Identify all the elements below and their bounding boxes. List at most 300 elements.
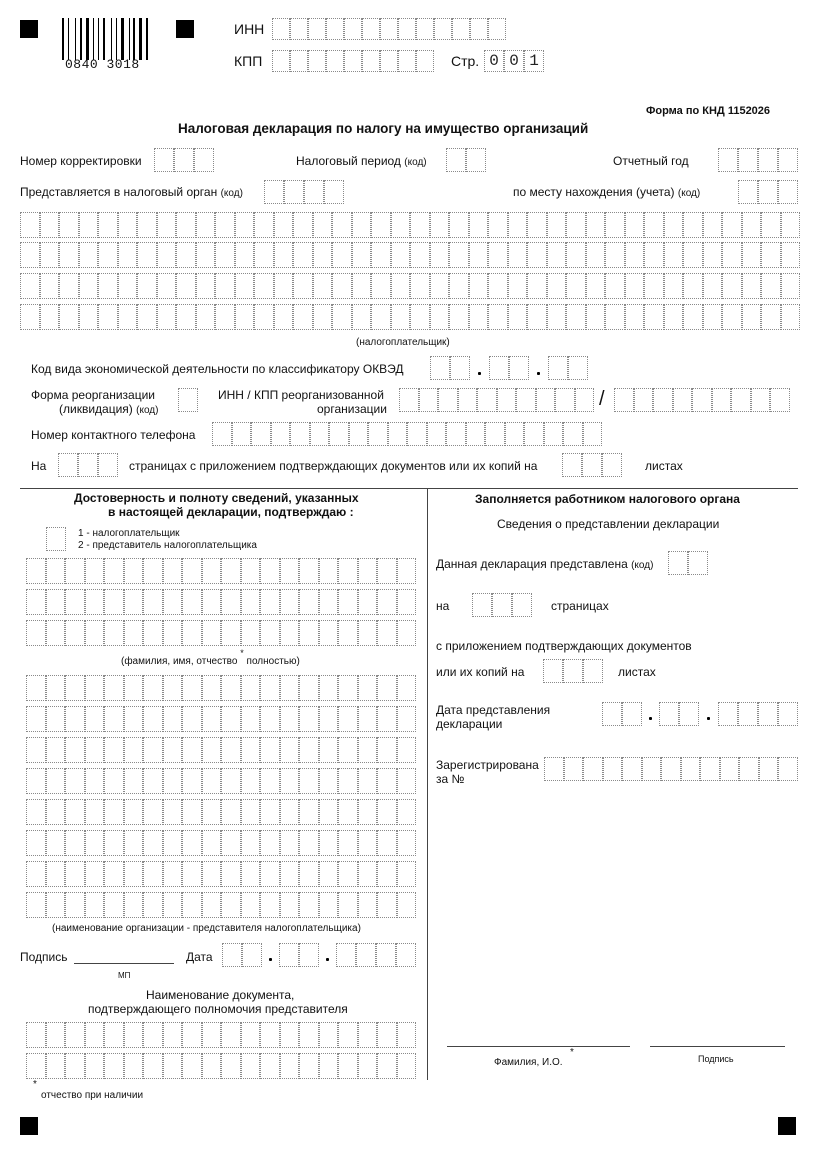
- input-cell[interactable]: [326, 50, 344, 72]
- input-cell[interactable]: [524, 422, 544, 446]
- input-cell[interactable]: [176, 304, 196, 330]
- input-cell[interactable]: [319, 558, 339, 584]
- input-cell[interactable]: [235, 212, 255, 238]
- input-cell[interactable]: [85, 861, 105, 887]
- input-cell[interactable]: [332, 212, 352, 238]
- input-cell[interactable]: [85, 589, 105, 615]
- input-cell[interactable]: [124, 558, 144, 584]
- input-cell[interactable]: [664, 212, 684, 238]
- input-cell[interactable]: [352, 212, 372, 238]
- input-cell[interactable]: [65, 861, 85, 887]
- input-cell[interactable]: [605, 212, 625, 238]
- input-cell[interactable]: [104, 589, 124, 615]
- taxpayer-name-row[interactable]: [20, 242, 800, 268]
- sign-date-year[interactable]: [336, 943, 416, 967]
- input-cell[interactable]: [603, 757, 623, 781]
- input-cell[interactable]: [582, 453, 602, 477]
- input-cell[interactable]: [470, 18, 488, 40]
- input-cell[interactable]: [260, 589, 280, 615]
- input-cell[interactable]: [352, 304, 372, 330]
- fio-row[interactable]: [26, 589, 416, 615]
- input-cell[interactable]: [271, 422, 291, 446]
- input-cell[interactable]: [399, 388, 419, 412]
- input-cell[interactable]: [722, 212, 742, 238]
- input-cell[interactable]: [182, 558, 202, 584]
- input-cell[interactable]: [319, 768, 339, 794]
- input-cell[interactable]: [492, 593, 512, 617]
- input-cell[interactable]: [778, 148, 798, 172]
- input-cell[interactable]: [98, 273, 118, 299]
- input-cell[interactable]: [221, 675, 241, 701]
- input-cell[interactable]: [290, 422, 310, 446]
- input-cell[interactable]: [562, 453, 582, 477]
- input-cell[interactable]: [299, 737, 319, 763]
- input-cell[interactable]: [338, 1053, 358, 1079]
- input-cell[interactable]: [163, 830, 183, 856]
- input-cell[interactable]: [143, 1022, 163, 1048]
- input-cell[interactable]: [397, 1022, 417, 1048]
- input-cell[interactable]: [26, 1022, 46, 1048]
- input-cell[interactable]: [397, 768, 417, 794]
- location-field[interactable]: [738, 180, 798, 204]
- input-cell[interactable]: [377, 861, 397, 887]
- input-cell[interactable]: [124, 861, 144, 887]
- input-cell[interactable]: [319, 861, 339, 887]
- input-cell[interactable]: [143, 620, 163, 646]
- input-cell[interactable]: [241, 675, 261, 701]
- input-cell[interactable]: [397, 706, 417, 732]
- input-cell[interactable]: [98, 304, 118, 330]
- input-cell[interactable]: [602, 453, 622, 477]
- input-cell[interactable]: [46, 830, 66, 856]
- input-cell[interactable]: [124, 768, 144, 794]
- input-cell[interactable]: [659, 702, 679, 726]
- input-cell[interactable]: [310, 422, 330, 446]
- input-cell[interactable]: [527, 273, 547, 299]
- input-cell[interactable]: [398, 18, 416, 40]
- input-cell[interactable]: [124, 799, 144, 825]
- input-cell[interactable]: [319, 830, 339, 856]
- input-cell[interactable]: [280, 1022, 300, 1048]
- input-cell[interactable]: [280, 675, 300, 701]
- input-cell[interactable]: [488, 273, 508, 299]
- input-cell[interactable]: [430, 356, 450, 380]
- input-cell[interactable]: [362, 50, 380, 72]
- input-cell[interactable]: [391, 242, 411, 268]
- input-cell[interactable]: [377, 558, 397, 584]
- input-cell[interactable]: [124, 589, 144, 615]
- office-pages-field[interactable]: [472, 593, 532, 617]
- input-cell[interactable]: [104, 1022, 124, 1048]
- input-cell[interactable]: [279, 943, 299, 967]
- input-cell[interactable]: [664, 273, 684, 299]
- input-cell[interactable]: [26, 768, 46, 794]
- input-cell[interactable]: [46, 1053, 66, 1079]
- input-cell[interactable]: [466, 148, 486, 172]
- input-cell[interactable]: [416, 18, 434, 40]
- authority-field[interactable]: [264, 180, 344, 204]
- input-cell[interactable]: [338, 768, 358, 794]
- input-cell[interactable]: [290, 18, 308, 40]
- input-cell[interactable]: [46, 706, 66, 732]
- input-cell[interactable]: [313, 242, 333, 268]
- input-cell[interactable]: [586, 242, 606, 268]
- input-cell[interactable]: [182, 589, 202, 615]
- input-cell[interactable]: [280, 1053, 300, 1079]
- input-cell[interactable]: [449, 212, 469, 238]
- fio-row[interactable]: [26, 558, 416, 584]
- input-cell[interactable]: [308, 18, 326, 40]
- org-row[interactable]: [26, 892, 416, 918]
- input-cell[interactable]: [104, 675, 124, 701]
- input-cell[interactable]: [477, 388, 497, 412]
- input-cell[interactable]: [260, 768, 280, 794]
- input-cell[interactable]: [176, 242, 196, 268]
- input-cell[interactable]: [85, 768, 105, 794]
- input-cell[interactable]: [332, 304, 352, 330]
- input-cell[interactable]: [653, 388, 673, 412]
- input-cell[interactable]: [358, 1022, 378, 1048]
- input-cell[interactable]: [241, 892, 261, 918]
- input-cell[interactable]: [742, 304, 762, 330]
- year-field[interactable]: [718, 148, 798, 172]
- input-cell[interactable]: [241, 861, 261, 887]
- registration-number-field[interactable]: [544, 757, 798, 781]
- input-cell[interactable]: [65, 1053, 85, 1079]
- input-cell[interactable]: [260, 620, 280, 646]
- input-cell[interactable]: [241, 706, 261, 732]
- input-cell[interactable]: [85, 830, 105, 856]
- input-cell[interactable]: [377, 799, 397, 825]
- input-cell[interactable]: [157, 242, 177, 268]
- input-cell[interactable]: [527, 242, 547, 268]
- input-cell[interactable]: [202, 830, 222, 856]
- input-cell[interactable]: [104, 799, 124, 825]
- input-cell[interactable]: [124, 706, 144, 732]
- input-cell[interactable]: [26, 675, 46, 701]
- input-cell[interactable]: [544, 422, 564, 446]
- input-cell[interactable]: [143, 675, 163, 701]
- input-cell[interactable]: [154, 148, 174, 172]
- input-cell[interactable]: [778, 757, 798, 781]
- input-cell[interactable]: [124, 675, 144, 701]
- input-cell[interactable]: [235, 242, 255, 268]
- input-cell[interactable]: [124, 737, 144, 763]
- input-cell[interactable]: [329, 422, 349, 446]
- input-cell[interactable]: [664, 242, 684, 268]
- input-cell[interactable]: [738, 148, 758, 172]
- input-cell[interactable]: [358, 830, 378, 856]
- input-cell[interactable]: [124, 620, 144, 646]
- input-cell[interactable]: [260, 1053, 280, 1079]
- input-cell[interactable]: [221, 892, 241, 918]
- input-cell[interactable]: [512, 593, 532, 617]
- input-cell[interactable]: [308, 50, 326, 72]
- input-cell[interactable]: [251, 422, 271, 446]
- input-cell[interactable]: [446, 422, 466, 446]
- input-cell[interactable]: [202, 1053, 222, 1079]
- input-cell[interactable]: [221, 558, 241, 584]
- input-cell[interactable]: [508, 242, 528, 268]
- input-cell[interactable]: [143, 737, 163, 763]
- input-cell[interactable]: [410, 304, 430, 330]
- input-cell[interactable]: [299, 589, 319, 615]
- input-cell[interactable]: [163, 620, 183, 646]
- input-cell[interactable]: [397, 892, 417, 918]
- input-cell[interactable]: [176, 212, 196, 238]
- input-cell[interactable]: [299, 558, 319, 584]
- input-cell[interactable]: [264, 180, 284, 204]
- input-cell[interactable]: [280, 892, 300, 918]
- input-cell[interactable]: [293, 212, 313, 238]
- input-cell[interactable]: [536, 388, 556, 412]
- input-cell[interactable]: [712, 388, 732, 412]
- input-cell[interactable]: [356, 943, 376, 967]
- input-cell[interactable]: [163, 706, 183, 732]
- correction-field[interactable]: [154, 148, 214, 172]
- input-cell[interactable]: [397, 675, 417, 701]
- input-cell[interactable]: [299, 1022, 319, 1048]
- input-cell[interactable]: [104, 768, 124, 794]
- input-cell[interactable]: [336, 943, 356, 967]
- input-cell[interactable]: [196, 304, 216, 330]
- input-cell[interactable]: [625, 273, 645, 299]
- input-cell[interactable]: [703, 304, 723, 330]
- input-cell[interactable]: [182, 830, 202, 856]
- input-cell[interactable]: [65, 830, 85, 856]
- input-cell[interactable]: [260, 1022, 280, 1048]
- input-cell[interactable]: [299, 768, 319, 794]
- input-cell[interactable]: [668, 551, 688, 575]
- org-row[interactable]: [26, 861, 416, 887]
- input-cell[interactable]: [235, 273, 255, 299]
- input-cell[interactable]: [26, 830, 46, 856]
- input-cell[interactable]: [280, 620, 300, 646]
- input-cell[interactable]: [722, 242, 742, 268]
- reorg-form-field[interactable]: [178, 388, 198, 412]
- input-cell[interactable]: [202, 589, 222, 615]
- input-cell[interactable]: [182, 799, 202, 825]
- input-cell[interactable]: [738, 180, 758, 204]
- input-cell[interactable]: [644, 304, 664, 330]
- input-cell[interactable]: [605, 304, 625, 330]
- input-cell[interactable]: [397, 589, 417, 615]
- input-cell[interactable]: [65, 589, 85, 615]
- input-cell[interactable]: [215, 212, 235, 238]
- input-cell[interactable]: [46, 589, 66, 615]
- input-cell[interactable]: [564, 757, 584, 781]
- input-cell[interactable]: [182, 892, 202, 918]
- officer-signature-line[interactable]: [650, 1046, 785, 1047]
- input-cell[interactable]: [377, 620, 397, 646]
- input-cell[interactable]: [299, 861, 319, 887]
- input-cell[interactable]: [40, 242, 60, 268]
- input-cell[interactable]: [157, 273, 177, 299]
- input-cell[interactable]: [358, 737, 378, 763]
- input-cell[interactable]: [202, 620, 222, 646]
- input-cell[interactable]: [458, 388, 478, 412]
- input-cell[interactable]: [758, 180, 778, 204]
- input-cell[interactable]: [469, 212, 489, 238]
- input-cell[interactable]: [703, 273, 723, 299]
- input-cell[interactable]: [280, 558, 300, 584]
- input-cell[interactable]: [59, 273, 79, 299]
- input-cell[interactable]: [352, 242, 372, 268]
- input-cell[interactable]: [280, 830, 300, 856]
- input-cell[interactable]: [182, 1053, 202, 1079]
- input-cell[interactable]: [182, 620, 202, 646]
- input-cell[interactable]: [488, 212, 508, 238]
- input-cell[interactable]: [688, 551, 708, 575]
- input-cell[interactable]: [586, 212, 606, 238]
- input-cell[interactable]: [85, 675, 105, 701]
- input-cell[interactable]: [65, 558, 85, 584]
- input-cell[interactable]: [398, 50, 416, 72]
- input-cell[interactable]: [137, 212, 157, 238]
- input-cell[interactable]: [260, 737, 280, 763]
- input-cell[interactable]: [358, 558, 378, 584]
- input-cell[interactable]: [313, 304, 333, 330]
- input-cell[interactable]: [202, 768, 222, 794]
- input-cell[interactable]: [742, 212, 762, 238]
- input-cell[interactable]: [274, 273, 294, 299]
- input-cell[interactable]: [683, 212, 703, 238]
- input-cell[interactable]: [358, 892, 378, 918]
- input-cell[interactable]: [377, 830, 397, 856]
- input-cell[interactable]: [215, 304, 235, 330]
- okved-field-3[interactable]: [548, 356, 588, 380]
- input-cell[interactable]: [202, 737, 222, 763]
- input-cell[interactable]: [338, 799, 358, 825]
- input-cell[interactable]: [555, 388, 575, 412]
- input-cell[interactable]: [778, 180, 798, 204]
- okved-field-2[interactable]: [489, 356, 529, 380]
- input-cell[interactable]: [59, 304, 79, 330]
- signature-line[interactable]: [74, 963, 174, 964]
- input-cell[interactable]: [143, 589, 163, 615]
- input-cell[interactable]: [163, 892, 183, 918]
- input-cell[interactable]: [338, 737, 358, 763]
- input-cell[interactable]: [221, 1022, 241, 1048]
- input-cell[interactable]: [104, 558, 124, 584]
- input-cell[interactable]: [182, 861, 202, 887]
- input-cell[interactable]: [547, 304, 567, 330]
- input-cell[interactable]: [85, 620, 105, 646]
- input-cell[interactable]: [319, 737, 339, 763]
- input-cell[interactable]: [65, 737, 85, 763]
- input-cell[interactable]: [241, 737, 261, 763]
- input-cell[interactable]: [377, 1022, 397, 1048]
- input-cell[interactable]: [575, 388, 595, 412]
- input-cell[interactable]: [751, 388, 771, 412]
- input-cell[interactable]: [163, 861, 183, 887]
- input-cell[interactable]: [566, 242, 586, 268]
- input-cell[interactable]: [642, 757, 662, 781]
- input-cell[interactable]: [605, 242, 625, 268]
- input-cell[interactable]: [397, 830, 417, 856]
- input-cell[interactable]: [319, 1053, 339, 1079]
- input-cell[interactable]: [377, 1053, 397, 1079]
- input-cell[interactable]: [299, 706, 319, 732]
- input-cell[interactable]: [26, 589, 46, 615]
- input-cell[interactable]: [98, 212, 118, 238]
- input-cell[interactable]: [26, 799, 46, 825]
- input-cell[interactable]: [527, 212, 547, 238]
- input-cell[interactable]: [377, 737, 397, 763]
- input-cell[interactable]: [430, 212, 450, 238]
- sign-date-month[interactable]: [279, 943, 319, 967]
- input-cell[interactable]: [104, 620, 124, 646]
- input-cell[interactable]: [397, 799, 417, 825]
- input-cell[interactable]: [371, 212, 391, 238]
- input-cell[interactable]: [410, 212, 430, 238]
- input-cell[interactable]: [430, 273, 450, 299]
- input-cell[interactable]: [280, 706, 300, 732]
- input-cell[interactable]: [583, 659, 603, 683]
- input-cell[interactable]: [46, 768, 66, 794]
- submission-date-year[interactable]: [718, 702, 798, 726]
- input-cell[interactable]: [221, 589, 241, 615]
- input-cell[interactable]: [452, 18, 470, 40]
- input-cell[interactable]: [622, 702, 642, 726]
- input-cell[interactable]: [488, 242, 508, 268]
- period-field[interactable]: [446, 148, 486, 172]
- input-cell[interactable]: [489, 356, 509, 380]
- input-cell[interactable]: [410, 242, 430, 268]
- input-cell[interactable]: [143, 799, 163, 825]
- input-cell[interactable]: [221, 799, 241, 825]
- submission-date-day[interactable]: [602, 702, 642, 726]
- officer-name-line[interactable]: [447, 1046, 630, 1047]
- org-row[interactable]: [26, 830, 416, 856]
- input-cell[interactable]: [260, 558, 280, 584]
- input-cell[interactable]: [196, 212, 216, 238]
- input-cell[interactable]: [26, 558, 46, 584]
- input-cell[interactable]: [65, 620, 85, 646]
- input-cell[interactable]: [377, 768, 397, 794]
- input-cell[interactable]: [280, 589, 300, 615]
- input-cell[interactable]: [644, 212, 664, 238]
- okved-field-1[interactable]: [430, 356, 470, 380]
- input-cell[interactable]: [397, 558, 417, 584]
- input-cell[interactable]: [104, 737, 124, 763]
- input-cell[interactable]: [260, 675, 280, 701]
- input-cell[interactable]: [194, 148, 214, 172]
- input-cell[interactable]: [349, 422, 369, 446]
- input-cell[interactable]: [446, 148, 466, 172]
- input-cell[interactable]: [358, 620, 378, 646]
- confirm-role-field[interactable]: [46, 527, 66, 551]
- input-cell[interactable]: [683, 242, 703, 268]
- input-cell[interactable]: [509, 356, 529, 380]
- input-cell[interactable]: [85, 1022, 105, 1048]
- input-cell[interactable]: [59, 212, 79, 238]
- input-cell[interactable]: [469, 242, 489, 268]
- input-cell[interactable]: [761, 212, 781, 238]
- input-cell[interactable]: [124, 1022, 144, 1048]
- input-cell[interactable]: [118, 212, 138, 238]
- input-cell[interactable]: [722, 304, 742, 330]
- org-row[interactable]: [26, 675, 416, 701]
- input-cell[interactable]: [222, 943, 242, 967]
- page-number-field[interactable]: [484, 50, 544, 72]
- input-cell[interactable]: [338, 830, 358, 856]
- input-cell[interactable]: [326, 18, 344, 40]
- input-cell[interactable]: [215, 242, 235, 268]
- input-cell[interactable]: [272, 18, 290, 40]
- taxpayer-name-row[interactable]: [20, 212, 800, 238]
- input-cell[interactable]: [221, 861, 241, 887]
